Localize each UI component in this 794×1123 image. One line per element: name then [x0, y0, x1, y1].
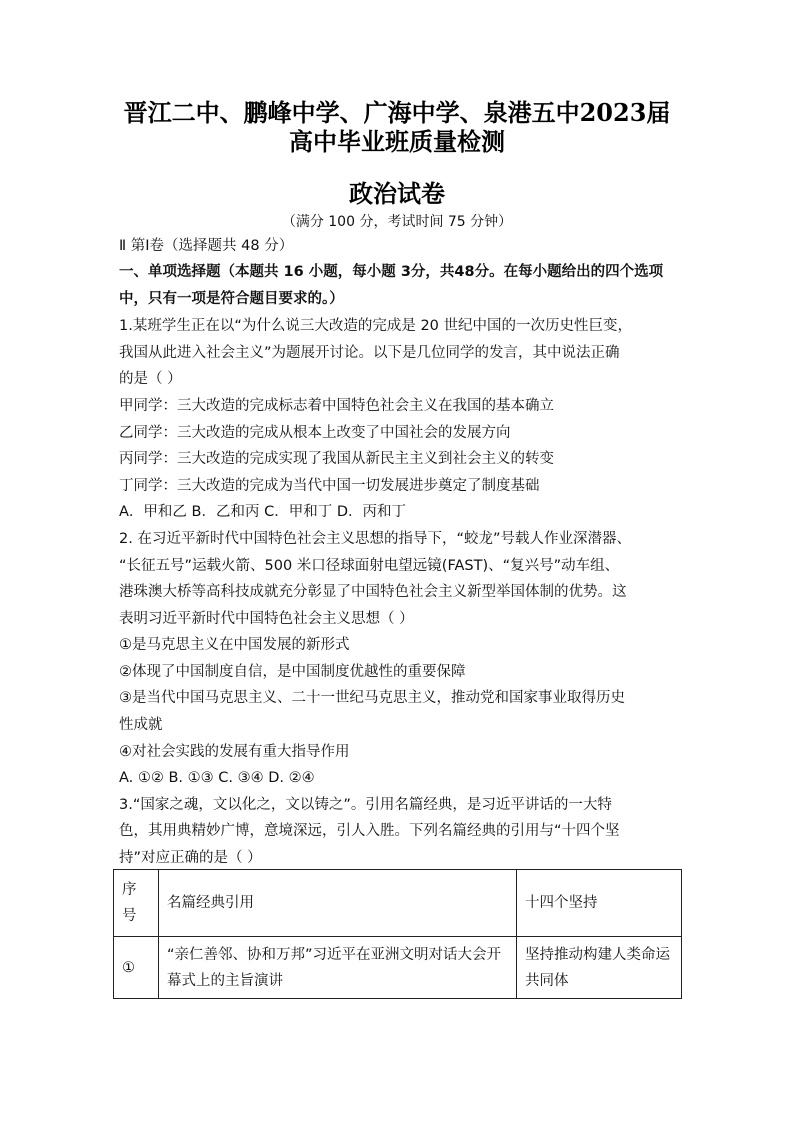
- q2-statement-2: ②体现了中国制度自信，是中国制度优越性的重要保障: [119, 664, 466, 680]
- header-cell-quote: 名篇经典引用: [159, 870, 517, 937]
- row-quote-cell: “亲仁善邻、协和万邦”习近平在亚洲文明对话大会开幕式上的主旨演讲: [159, 937, 517, 999]
- table-header-row: [114, 870, 682, 937]
- q2-stem-line2: “长征五号”运载火箭、500 米口径球面射电望远镜(FAST)、“复兴号”动车组、: [119, 558, 620, 574]
- section-heading-line2: 中，只有一项是符合题目要求的。）: [119, 291, 344, 307]
- q1-choices: A．甲和乙 B．乙和丙 C．甲和丁 D．丙和丁: [119, 504, 406, 520]
- q1-stem-line2: 我国从此进入社会主义”为题展开讨论。以下是几位同学的发言，其中说法正确: [119, 345, 620, 361]
- q2-stem-line4: 表明习近平新时代中国特色社会主义思想（ ）: [119, 611, 414, 627]
- header-cell-principle: 十四个坚持: [517, 870, 682, 937]
- q2-choices: A. ①② B. ①③ C. ③④ D. ②④: [119, 770, 315, 786]
- q2-statement-3a: ③是当代中国马克思主义、二十一世纪马克思主义，推动党和国家事业取得历史: [119, 690, 625, 706]
- q1-statement-3: 丙同学：三大改造的完成实现了我国从新民主主义到社会主义的转变: [119, 451, 554, 467]
- q1-stem-line1: 1.某班学生正在以“为什么说三大改造的完成是 20 世纪中国的一次历史性巨变，: [119, 318, 633, 334]
- section-heading-line1: 一、单项选择题（本题共 16 小题，每小题 3分，共48分。在每小题给出的四个选项: [119, 264, 664, 280]
- row-principle-cell: 坚持推动构建人类命运共同体: [517, 937, 682, 999]
- q2-statement-3b: 性成就: [119, 717, 163, 733]
- subject-title: 政治试卷: [349, 179, 445, 208]
- q2-stem-line1: 2. 在习近平新时代中国特色社会主义思想的指导下，“蛟龙”号载人作业深潜器、: [119, 531, 631, 547]
- q2-stem-line3: 港珠澳大桥等高科技成就充分彰显了中国特色社会主义新型举国体制的优势。这: [119, 584, 627, 600]
- exam-title-line1: 晋江二中、鹏峰中学、广海中学、泉港五中2023届: [123, 98, 671, 127]
- q2-statement-4: ④对社会实践的发展有重大指导作用: [119, 744, 350, 760]
- q3-table: [113, 869, 682, 999]
- q1-statement-1: 甲同学：三大改造的完成标志着中国特色社会主义在我国的基本确立: [119, 398, 554, 414]
- volume-label: Ⅱ 第Ⅰ卷（选择题共 48 分）: [119, 238, 294, 254]
- q3-stem-line1: 3.“国家之魂，文以化之，文以铸之”。引用名篇经典，是习近平讲话的一大特: [119, 797, 612, 813]
- exam-info: （满分 100 分，考试时间 75 分钟）: [281, 214, 513, 230]
- q1-stem-line3: 的是（ ）: [119, 371, 182, 387]
- q1-statement-2: 乙同学：三大改造的完成从根本上改变了中国社会的发展方向: [119, 425, 511, 441]
- row-index-cell: ①: [114, 937, 159, 999]
- q3-stem-line3: 持”对应正确的是（ ）: [119, 850, 262, 866]
- q2-statement-1: ①是马克思主义在中国发展的新形式: [119, 637, 350, 653]
- exam-title-line2: 高中毕业班质量检测: [289, 127, 505, 156]
- header-cell-index: 序号: [114, 870, 159, 937]
- table-row: [114, 937, 682, 999]
- q3-stem-line2: 色，其用典精妙广博，意境深远，引人入胜。下列名篇经典的引用与“十四个坚: [119, 823, 620, 839]
- q1-statement-4: 丁同学：三大改造的完成为当代中国一切发展进步奠定了制度基础: [119, 478, 540, 494]
